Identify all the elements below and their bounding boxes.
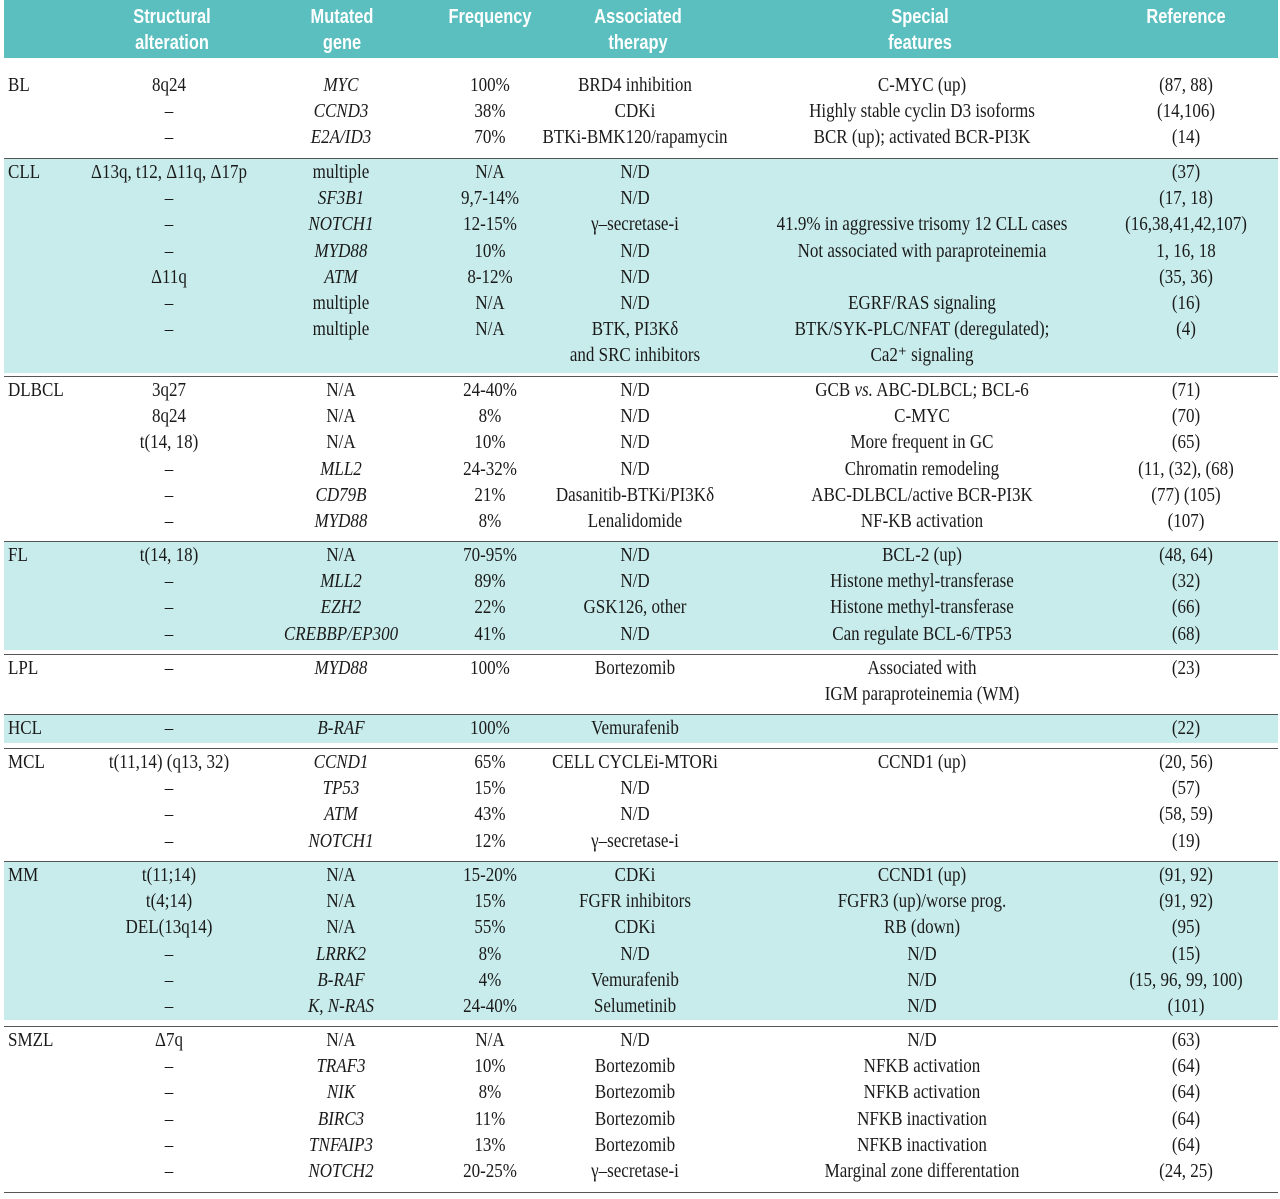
structural-alteration: – [164, 126, 174, 149]
reference: (91, 92) [1159, 890, 1213, 913]
table-row [4, 568, 1278, 594]
associated-therapy: N/D [620, 161, 650, 183]
table-row-continuation [4, 342, 1278, 368]
structural-alteration: 3q27 [152, 379, 186, 401]
mutated-gene: N/A [326, 864, 356, 886]
special-features: N/D [907, 968, 937, 991]
structural-alteration: – [164, 1055, 174, 1078]
special-features: EGRF/RAS signaling [848, 292, 996, 314]
disease-group-hcl [4, 714, 1278, 743]
table-row [4, 862, 1278, 888]
mutated-gene: E2A/ID3 [310, 126, 372, 149]
table-row [4, 72, 1278, 98]
frequency: 24-40% [463, 995, 517, 1017]
mutated-gene: MYD88 [314, 239, 368, 262]
reference: (4) [1176, 318, 1196, 341]
mutated-gene: N/A [326, 916, 356, 939]
header-frequency: Frequency [448, 6, 532, 28]
table-row [4, 888, 1278, 914]
disease-group-fl [4, 541, 1278, 650]
disease-label: MM [8, 864, 39, 886]
structural-alteration: t(14, 18) [139, 544, 199, 566]
associated-therapy: BTK, PI3Kδ [591, 318, 679, 341]
table-row [4, 542, 1278, 568]
frequency: 100% [470, 717, 510, 739]
table-row [4, 655, 1278, 681]
reference: (17, 18) [1159, 187, 1213, 210]
special-features: NFKB inactivation [857, 1133, 987, 1156]
mutated-gene: MYD88 [314, 657, 368, 679]
frequency: 55% [474, 916, 506, 939]
mutated-gene: LRRK2 [315, 942, 367, 965]
special-features: GCB vs. ABC-DLBCL; BCL-6 [815, 379, 1029, 401]
reference: (15) [1171, 942, 1201, 965]
frequency: 65% [474, 751, 506, 773]
reference: (77) (105) [1151, 483, 1221, 506]
structural-alteration: – [164, 942, 174, 965]
frequency: 9,7-14% [460, 187, 520, 210]
special-features: CCND1 (up) [877, 751, 967, 773]
mutated-gene: B-RAF [317, 968, 365, 991]
frequency: 100% [470, 74, 510, 96]
special-features: NFKB inactivation [857, 1107, 987, 1130]
mutated-gene: K, N-RAS [307, 995, 375, 1017]
structural-alteration: – [164, 213, 174, 236]
associated-therapy: N/D [620, 405, 650, 428]
table-row [4, 1027, 1278, 1053]
frequency: 43% [474, 803, 506, 826]
mutated-gene: EZH2 [320, 596, 362, 619]
structural-alteration: – [164, 1081, 174, 1104]
reference: (95) [1171, 916, 1201, 939]
special-features: More frequent in GC [850, 431, 994, 454]
frequency: 10% [474, 431, 506, 454]
table-row [4, 1079, 1278, 1105]
special-features: Histone methyl-transferase [830, 596, 1014, 619]
special-features-continued: IGM paraproteinemia (WM) [824, 683, 1020, 706]
table-row [4, 185, 1278, 211]
header-mutated-gene: Mutated gene [310, 6, 374, 54]
associated-therapy: N/D [620, 292, 650, 314]
table-row [4, 508, 1278, 534]
frequency: N/A [475, 318, 505, 341]
frequency: 70% [474, 126, 506, 149]
table-row [4, 801, 1278, 827]
disease-label: DLBCL [8, 379, 64, 401]
associated-therapy-continued: and SRC inhibitors [569, 344, 701, 367]
mutated-gene: TRAF3 [316, 1055, 366, 1078]
frequency: 15-20% [463, 864, 517, 886]
disease-label: FL [8, 544, 28, 566]
frequency: 38% [474, 100, 506, 123]
associated-therapy: Bortezomib [594, 1055, 676, 1078]
table-row [4, 715, 1278, 741]
frequency: 70-95% [463, 544, 517, 566]
structural-alteration: – [164, 803, 174, 826]
structural-alteration: – [164, 968, 174, 991]
frequency: 8% [478, 510, 502, 532]
structural-alteration: Δ11q [151, 265, 187, 288]
mutated-gene: ATM [324, 803, 358, 826]
reference: (37) [1171, 161, 1201, 183]
mutated-gene: multiple [312, 318, 370, 341]
reference: (65) [1171, 431, 1201, 454]
associated-therapy: N/D [620, 570, 650, 593]
associated-therapy: N/D [620, 379, 650, 401]
table-row [4, 124, 1278, 150]
disease-group-mm [4, 861, 1278, 1020]
table-row [4, 1158, 1278, 1184]
special-features: N/D [907, 995, 937, 1017]
structural-alteration: t(11,14) (q13, 32) [108, 751, 230, 773]
structural-alteration: Δ7q [155, 1029, 183, 1051]
frequency: 15% [474, 777, 506, 800]
associated-therapy: N/D [620, 544, 650, 566]
disease-group-smzl [4, 1026, 1278, 1193]
reference: (16,38,41,42,107) [1125, 213, 1247, 236]
special-features-continued: Ca2⁺ signaling [870, 344, 974, 367]
reference: (70) [1171, 405, 1201, 428]
special-features: BTK/SYK-PLC/NFAT (deregulated); [794, 318, 1050, 341]
reference: (35, 36) [1159, 265, 1213, 288]
disease-label: SMZL [8, 1029, 54, 1051]
structural-alteration: – [164, 1133, 174, 1156]
mutated-gene: multiple [312, 161, 370, 183]
structural-alteration: – [164, 1107, 174, 1130]
mutated-gene: N/A [326, 405, 356, 428]
header-reference: Reference [1146, 6, 1226, 28]
associated-therapy: CDKi [614, 916, 656, 939]
special-features: CCND1 (up) [877, 864, 967, 886]
special-features: NFKB activation [863, 1081, 981, 1104]
table-bottom-rule [4, 1192, 1278, 1193]
structural-alteration: – [164, 657, 174, 679]
structural-alteration: – [164, 318, 174, 341]
table-row [4, 159, 1278, 185]
frequency: 24-32% [463, 457, 517, 480]
structural-alteration: – [164, 570, 174, 593]
associated-therapy: N/D [620, 777, 650, 800]
table-row [4, 941, 1278, 967]
disease-group-dlbcl [4, 376, 1278, 539]
special-features: N/D [907, 942, 937, 965]
structural-alteration: – [164, 829, 174, 852]
frequency: 11% [474, 1107, 506, 1130]
associated-therapy: CDKi [614, 100, 656, 123]
mutated-gene: multiple [312, 292, 370, 314]
reference: (22) [1171, 717, 1201, 739]
special-features: C-MYC [894, 405, 950, 428]
frequency: 15% [474, 890, 506, 913]
mutated-gene: CREBBP/EP300 [283, 622, 399, 645]
associated-therapy: N/D [620, 239, 650, 262]
table-row [4, 621, 1278, 647]
table-row [4, 98, 1278, 124]
header-structural-alteration: Structural alteration [133, 6, 211, 54]
mutated-gene: N/A [326, 379, 356, 401]
mutated-gene: TP53 [322, 777, 360, 800]
disease-label: BL [8, 74, 30, 96]
associated-therapy: N/D [620, 265, 650, 288]
associated-therapy: Vemurafenib [591, 717, 679, 739]
associated-therapy: Bortezomib [594, 1081, 676, 1104]
mutated-gene: CD79B [315, 483, 367, 506]
associated-therapy: Dasanitib-BTKi/PI3Kδ [555, 483, 715, 506]
disease-group-lpl [4, 654, 1278, 711]
associated-therapy: N/D [620, 942, 650, 965]
structural-alteration: – [164, 1160, 174, 1182]
disease-label: HCL [8, 717, 42, 739]
mutated-gene: NOTCH1 [308, 213, 374, 236]
frequency: 100% [470, 657, 510, 679]
table-row [4, 211, 1278, 237]
table-row [4, 967, 1278, 993]
associated-therapy: CDKi [614, 864, 656, 886]
mutated-gene: ATM [324, 265, 358, 288]
special-features: Can regulate BCL-6/TP53 [832, 622, 1012, 645]
associated-therapy: Bortezomib [594, 657, 676, 679]
mutated-gene: BIRC3 [317, 1107, 365, 1130]
reference: (64) [1171, 1055, 1201, 1078]
special-features: BCR (up); activated BCR-PI3K [813, 126, 1031, 149]
special-features: Not associated with paraproteinemia [797, 239, 1047, 262]
disease-label: LPL [8, 657, 39, 679]
mutated-gene: SF3B1 [317, 187, 365, 210]
reference: (24, 25) [1159, 1160, 1213, 1182]
structural-alteration: – [164, 995, 174, 1017]
table-row [4, 290, 1278, 316]
frequency: 12-15% [463, 213, 517, 236]
associated-therapy: N/D [620, 622, 650, 645]
associated-therapy: CELL CYCLEi-MTORi [552, 751, 718, 773]
reference: (107) [1167, 510, 1205, 532]
mutated-gene: N/A [326, 544, 356, 566]
reference: (15, 96, 99, 100) [1129, 968, 1243, 991]
frequency: 22% [474, 596, 506, 619]
reference: (58, 59) [1159, 803, 1213, 826]
structural-alteration: DEL(13q14) [125, 916, 213, 939]
reference: (64) [1171, 1107, 1201, 1130]
structural-alteration: – [164, 596, 174, 619]
frequency: 24-40% [463, 379, 517, 401]
structural-alteration: t(4;14) [145, 890, 193, 913]
structural-alteration: – [164, 777, 174, 800]
disease-label: CLL [8, 161, 41, 183]
associated-therapy: γ–secretase-i [591, 829, 679, 852]
frequency: 21% [474, 483, 506, 506]
special-features: NFKB activation [863, 1055, 981, 1078]
frequency: 4% [478, 968, 502, 991]
structural-alteration: – [164, 510, 174, 532]
reference: (57) [1171, 777, 1201, 800]
table-header [4, 0, 1278, 58]
mutated-gene: MYD88 [314, 510, 368, 532]
table-row [4, 914, 1278, 940]
frequency: 8% [478, 942, 502, 965]
table-row-continuation [4, 681, 1278, 707]
structural-alteration: t(11;14) [141, 864, 197, 886]
associated-therapy: BRD4 inhibition [578, 74, 692, 96]
reference: (16) [1171, 292, 1201, 314]
associated-therapy: N/D [620, 431, 650, 454]
associated-therapy: N/D [620, 457, 650, 480]
reference: (19) [1171, 829, 1201, 852]
associated-therapy: N/D [620, 1029, 650, 1051]
special-features: BCL-2 (up) [882, 544, 962, 566]
special-features: ABC-DLBCL/active BCR-PI3K [811, 483, 1033, 506]
table-row [4, 264, 1278, 290]
mutated-gene: NOTCH2 [308, 1160, 374, 1182]
mutated-gene: NIK [326, 1081, 356, 1104]
header-special-features: Special features [888, 6, 952, 54]
associated-therapy: Bortezomib [594, 1133, 676, 1156]
special-features: Marginal zone differentation [824, 1160, 1020, 1182]
reference: (11, (32), (68) [1138, 457, 1234, 480]
special-features: FGFR3 (up)/worse prog. [837, 890, 1007, 913]
mutated-gene: N/A [326, 431, 356, 454]
table-row [4, 749, 1278, 775]
frequency: 89% [474, 570, 506, 593]
disease-group-cll [4, 158, 1278, 373]
mutated-gene: MLL2 [320, 570, 362, 593]
associated-therapy: GSK126, other [583, 596, 687, 619]
frequency: N/A [475, 1029, 505, 1051]
disease-group-bl [4, 72, 1278, 158]
mutated-gene: N/A [326, 890, 356, 913]
table-row [4, 594, 1278, 620]
structural-alteration: – [164, 187, 174, 210]
mutated-gene: B-RAF [317, 717, 365, 739]
structural-alteration: – [164, 100, 174, 123]
frequency: 13% [474, 1133, 506, 1156]
special-features: Chromatin remodeling [844, 457, 1000, 480]
special-features: N/D [907, 1029, 937, 1051]
structural-alteration: – [164, 483, 174, 506]
structural-alteration: t(14, 18) [139, 431, 199, 454]
structural-alteration: Δ13q, t12, Δ11q, Δ17p [91, 161, 247, 183]
associated-therapy: FGFR inhibitors [579, 890, 691, 913]
table-row [4, 482, 1278, 508]
structural-alteration: 8q24 [152, 74, 186, 96]
mutated-gene: N/A [326, 1029, 356, 1051]
special-features: Histone methyl-transferase [830, 570, 1014, 593]
frequency: N/A [475, 292, 505, 314]
reference: (63) [1171, 1029, 1201, 1051]
frequency: 20-25% [463, 1160, 517, 1182]
structural-alteration: – [164, 622, 174, 645]
reference: (23) [1171, 657, 1201, 679]
reference: (32) [1171, 570, 1201, 593]
reference: (14) [1171, 126, 1201, 149]
reference: (68) [1171, 622, 1201, 645]
table-row [4, 316, 1278, 342]
disease-label: MCL [8, 751, 45, 773]
table-row [4, 828, 1278, 854]
associated-therapy: Vemurafenib [591, 968, 679, 991]
frequency: 8% [478, 405, 502, 428]
frequency: 10% [474, 1055, 506, 1078]
mutated-gene: CCND1 [313, 751, 369, 773]
reference: 1, 16, 18 [1156, 239, 1216, 262]
associated-therapy: BTKi-BMK120/rapamycin [542, 126, 728, 149]
table-row [4, 456, 1278, 482]
special-features: Highly stable cyclin D3 isoforms [809, 100, 1035, 123]
reference: (20, 56) [1159, 751, 1213, 773]
reference: (64) [1171, 1081, 1201, 1104]
mutated-gene: NOTCH1 [308, 829, 374, 852]
reference: (66) [1171, 596, 1201, 619]
mutated-gene: TNFAIP3 [309, 1133, 373, 1156]
associated-therapy: Selumetinib [593, 995, 677, 1017]
table-row [4, 377, 1278, 403]
structural-alteration: – [164, 239, 174, 262]
reference: (64) [1171, 1133, 1201, 1156]
reference: (14,106) [1156, 100, 1216, 123]
frequency: 41% [474, 622, 506, 645]
associated-therapy: Bortezomib [594, 1107, 676, 1130]
frequency: 10% [474, 239, 506, 262]
frequency: 12% [474, 829, 506, 852]
reference: (87, 88) [1159, 74, 1213, 96]
table-row [4, 1053, 1278, 1079]
structural-alteration: – [164, 292, 174, 314]
table-row [4, 238, 1278, 264]
mutated-gene: MYC [323, 74, 359, 96]
associated-therapy: γ–secretase-i [591, 213, 679, 236]
table-row [4, 403, 1278, 429]
special-features: Associated with [867, 657, 977, 679]
frequency: 8% [478, 1081, 502, 1104]
mutated-gene: CCND3 [313, 100, 369, 123]
frequency: 8-12% [467, 265, 513, 288]
structural-alteration: – [164, 717, 174, 739]
table-row [4, 775, 1278, 801]
associated-therapy: N/D [620, 803, 650, 826]
reference: (71) [1171, 379, 1201, 401]
associated-therapy: Lenalidomide [587, 510, 683, 532]
reference: (48, 64) [1159, 544, 1213, 566]
special-features: NF-KB activation [860, 510, 984, 532]
disease-group-mcl [4, 748, 1278, 861]
special-features: 41.9% in aggressive trisomy 12 CLL cases [776, 213, 1068, 236]
table-row [4, 1132, 1278, 1158]
table-row [4, 993, 1278, 1019]
associated-therapy: N/D [620, 187, 650, 210]
special-features: RB (down) [883, 916, 961, 939]
structural-alteration: – [164, 457, 174, 480]
special-features: C-MYC (up) [877, 74, 967, 96]
table-row [4, 429, 1278, 455]
frequency: N/A [475, 161, 505, 183]
structural-alteration: 8q24 [152, 405, 186, 428]
table-row [4, 1106, 1278, 1132]
reference: (101) [1167, 995, 1205, 1017]
associated-therapy: γ–secretase-i [591, 1160, 679, 1182]
header-associated-therapy: Associated therapy [594, 6, 682, 54]
reference: (91, 92) [1159, 864, 1213, 886]
mutated-gene: MLL2 [320, 457, 362, 480]
